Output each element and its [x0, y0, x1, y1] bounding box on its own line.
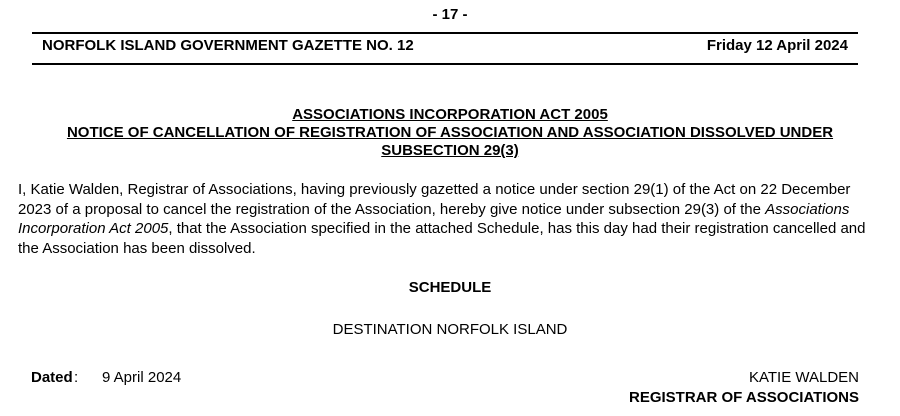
dated-value: 9 April 2024	[102, 369, 182, 386]
header-bottom-rule	[32, 63, 858, 65]
page-number: - 17 -	[432, 6, 468, 23]
notice-body-act-name: Associations Incorporation Act 2005	[18, 200, 850, 237]
schedule-item: DESTINATION NORFOLK ISLAND	[332, 321, 568, 338]
notice-heading-title: NOTICE OF CANCELLATION OF REGISTRATION OF ASSOCIATION AND ASSOCIATION DISSOLVED UNDER	[66, 124, 834, 141]
dated-label: Dated	[31, 369, 73, 386]
notice-heading	[0, 106, 900, 160]
notice-body	[18, 180, 880, 258]
header-top-rule	[32, 32, 858, 34]
gazette-title: NORFOLK ISLAND GOVERNMENT GAZETTE NO. 12	[42, 37, 414, 54]
notice-body-part1: I, Katie Walden, Registrar of Associations, having previously gazetted a notice under section 29(1) of the Act on 22 December 2023 of a proposal to cancel the registration of the Association, hereby give notice under subsection 29(3) of the	[18, 181, 851, 218]
signatory-name: KATIE WALDEN	[748, 369, 859, 386]
signatory-title: REGISTRAR OF ASSOCIATIONS	[628, 389, 859, 406]
notice-heading-act: ASSOCIATIONS INCORPORATION ACT 2005	[292, 106, 608, 123]
gazette-date: Friday 12 April 2024	[706, 37, 848, 54]
schedule-heading: SCHEDULE	[408, 279, 492, 296]
notice-body-part2: , that the Association specified in the attached Schedule, has this day had their registration cancelled and the Association has been dissolved.	[18, 220, 866, 257]
dated-colon: :	[74, 369, 79, 386]
notice-heading-subsection: SUBSECTION 29(3)	[381, 142, 519, 159]
